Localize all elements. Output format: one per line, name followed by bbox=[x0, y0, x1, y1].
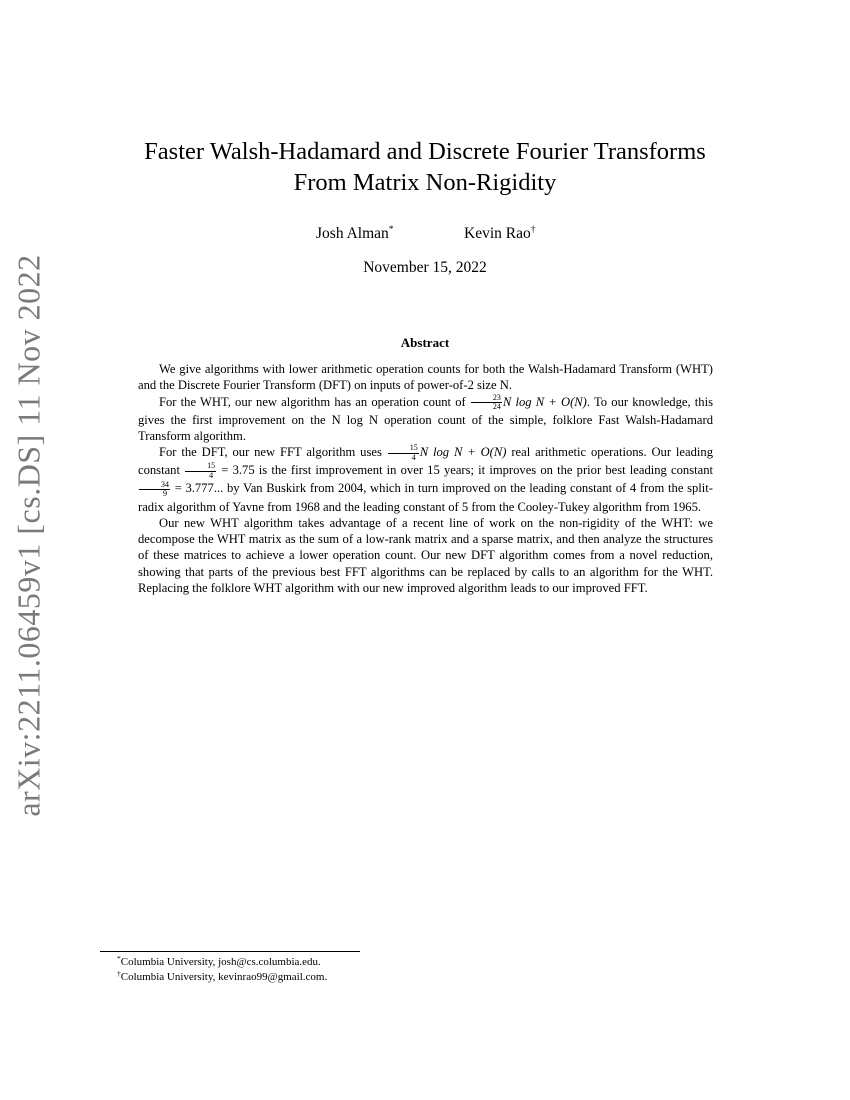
math-expression: N log N + O(N) bbox=[419, 445, 507, 460]
author-name: Josh Alman bbox=[316, 225, 389, 242]
footnote-1 bbox=[117, 955, 327, 970]
title-line-1: Faster Walsh-Hadamard and Discrete Fourier Transforms bbox=[144, 138, 706, 165]
math-expression: = 3.75 bbox=[217, 463, 255, 478]
fraction-15-4: $\frac{15}{4}$ bbox=[388, 444, 419, 462]
author-josh-alman bbox=[316, 225, 394, 243]
paper-title bbox=[100, 136, 750, 198]
abstract-paragraph-2: For the WHT, our new algorithm has an operation count of $\frac{23}{24}$ N log N + O(N). To our knowledge, this gives the first improvement on the N log N operation count of the simple, folklore Fast Walsh-Hadamard Transform algorithm. bbox=[138, 392, 714, 443]
author-footnote-mark: * bbox=[388, 225, 394, 235]
abstract-heading: Abstract bbox=[400, 335, 450, 350]
arxiv-identifier-stamp bbox=[4, 253, 54, 817]
fraction-15-4: $\frac{15}{4}$ bbox=[185, 462, 216, 480]
abstract-paragraph-3: For the DFT, our new FFT algorithm uses $\frac{15}{4}$ N log N + O(N) real arithmetic operations. Our leading constant $\frac{15}{4}$ = 3.75 is the first improvement in over 15 years; it improves on the prior best leading constant $\frac{34}{9}$ = 3.777... by Van Buskirk from 2004, which in turn improved on the leading constant of 4 from the split-radix algorithm of Yavne from 1968 and the leading constant of 5 from the Cooley-Tukey algorithm from 1965. bbox=[138, 443, 713, 514]
fraction-34-9: $\frac{34}{9}$ bbox=[139, 481, 170, 499]
math-expression: = 3.777... bbox=[171, 481, 224, 496]
abstract-paragraph-1: We give algorithms with lower arithmetic operation counts for both the Walsh-Hadamard Transform (WHT) and the Discrete Fourier Transform (DFT) on inputs of power-of-2 size N. bbox=[138, 362, 713, 393]
author-name: Kevin Rao bbox=[464, 225, 531, 242]
footnote-2 bbox=[117, 970, 327, 985]
fraction-23-24: $\frac{23}{24}$ bbox=[471, 394, 502, 412]
author-footnote-mark: † bbox=[530, 225, 536, 235]
footnote-divider bbox=[100, 951, 360, 952]
footnotes bbox=[117, 955, 327, 985]
footnote-text: Columbia University, josh@cs.columbia.edu. bbox=[120, 956, 321, 968]
title-line-2: From Matrix Non-Rigidity bbox=[293, 169, 557, 196]
author-kevin-rao bbox=[464, 225, 535, 243]
footnote-mark: * bbox=[117, 954, 121, 963]
paper-date: November 15, 2022 bbox=[363, 259, 487, 276]
math-expression: N log N + O(N) bbox=[502, 394, 587, 409]
footnote-text: Columbia University, kevinrao99@gmail.com. bbox=[120, 971, 328, 983]
arxiv-stamp-text: arXiv:2211.06459v1 [cs.DS] 11 Nov 2022 bbox=[10, 253, 47, 817]
footnote-mark: † bbox=[117, 969, 121, 978]
abstract-body bbox=[138, 361, 713, 596]
abstract-paragraph-4: Our new WHT algorithm takes advantage of a recent line of work on the non-rigidity of the WHT: we decompose the WHT matrix as the sum of a low-rank matrix and a sparse matrix, and then analyze the structures of these matrices to achieve a lower operation count. Our new DFT algorithm comes from a novel reduction, showing that parts of the previous best FFT algorithms can be replaced by calls to an algorithm for the WHT. Replacing the folklore WHT algorithm with our new improved algorithm leads to our improved FFT. bbox=[138, 515, 713, 596]
